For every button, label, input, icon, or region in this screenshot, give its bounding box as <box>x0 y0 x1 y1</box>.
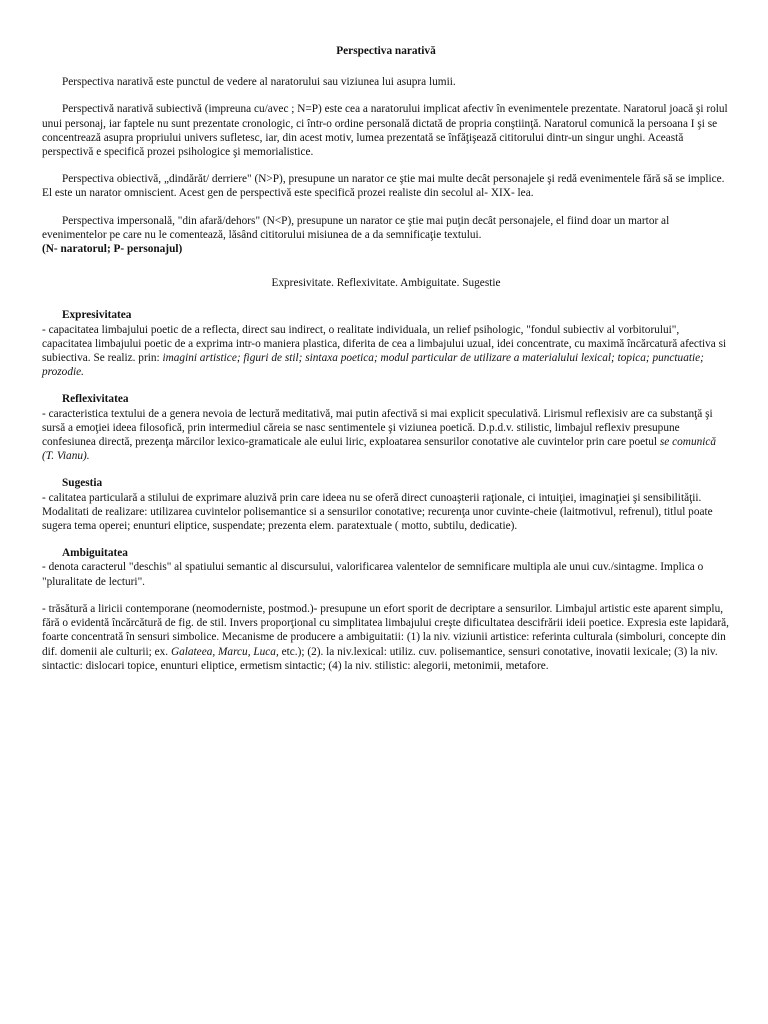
paragraph-impersonal: Perspectiva impersonală, "din afară/dehors" (N<P), presupune un narator ce ştie mai puţin decât personajele, el fiind doar un martor al evenimentelor pe care nu le comentează, lăsând cititorului misiunea de a da semnificaţie textului. <box>42 214 670 241</box>
text-sugestia: - calitatea particulară a stilului de exprimare aluzivă prin care ideea nu se oferă direct cunoaşterii raţionale, ci intuiţiei, imaginaţiei şi sensibilităţii. Modalitati de realizare: utilizarea cuvintelor polisemantice si a sensurilor conotative; recurenţa unor cuvinte-cheie (laitmotivul, refrenul), titlul poate sugera tema operei; enunturi eliptice, suspendate; prezenta elem. paratextuale ( motto, subtilu, dedicatie). <box>42 491 713 533</box>
text-ambiguitatea-mechanisms-a: - trăsătură a liricii contemporane (neomoderniste, postmod.)- presupune un efort sporit de decriptare a sensurilor. Limbajul artistic este aparent simplu, fără o evidentă încărcătură de fig. de stil. Invers proporţional cu simplitatea limbajului creşte dificultatea descifrării ideii poetice. Expresia este lapidară, foarte concentrată în sensuri simbolice. Mecanisme de producere a ambiguitatii: (1) la niv. viziunii artistice: referinta culturala (simboluri, concepte din dif. domenii ale culturii; ex. <box>42 602 729 658</box>
text-ambiguitatea-mechanisms-b: etc.); (2). la niv.lexical: utiliz. cuv. polisemantice, sensuri conotative, inovatii lexicale; (3) la niv. sintactic: dislocari topice, enunturi eliptice, ermetism sintactic; (4) la niv. stilistic: alegorii, metonimii, metafore. <box>42 645 718 672</box>
text-expresivitatea <box>42 323 730 380</box>
document-title: Perspectiva narativă <box>336 45 436 57</box>
text-reflexivitatea-plain: - caracteristica textului de a genera nevoia de lectură meditativă, mai putin afectivă si mai explicit speculativă. Lirismul reflexisiv are ca substanţă şi sursă a emoţiei ideea filosofică, prin intermediul căreia se nasc sentimentele şi viziunea poetică. D.p.d.v. stilistic, limbajul reflexiv presupune confesiunea directă, prezenţa mărcilor lexico-gramaticale ale eului liric, exploatarea sensurilor conotative ale cuvintelor prin care poetul <box>42 407 713 449</box>
text-ambiguitatea-examples: Galateea, Marcu, Luca, <box>170 645 279 658</box>
heading-ambiguitatea: Ambiguitatea <box>62 547 128 560</box>
section-subtitle: Expresivitate. Reflexivitate. Ambiguitate. Sugestie <box>271 277 501 290</box>
text-expresivitatea-italic: imagini artistice; figuri de stil; sintaxa poetica; modul particular de utilizare a materialului lexical; topica; punctuatie; prozodie. <box>42 352 704 379</box>
heading-sugestia: Sugestia <box>62 477 103 490</box>
text-reflexivitatea-italic: se comunică (T. Vianu). <box>42 436 717 463</box>
text-expresivitatea-plain: - capacitatea limbajului poetic de a reflecta, direct sau indirect, o realitate individuala, un relief psihologic, "fondul subiectiv al vorbitorului", capacitatea limbajului poetic de a exprima intr-o maniera plastica, diferita de cea a limbajului uzual, idei concentrate, cu maximă încărcatură afectiva si subiectiva. Se realiz. prin: <box>42 323 727 365</box>
text-ambiguitatea-mechanisms <box>42 602 730 673</box>
paragraph-subjective: Perspectivă narativă subiectivă (impreuna cu/avec ; N=P) este cea a naratorului implicat afectiv în evenimentele prezentate. Naratorul joacă şi rolul unui personaj, iar faptele nu sunt prezentate cronologic, ci într-o ordine personală dictată de propria conştiinţă. Naratorul comunică la persoana I şi se concentrează asupra propriului univers sufletesc, iar, din acest motiv, lumea prezentată se înfăţişează cititorului dintr-un singur unghi. Această perspectivă e specifică prozei psihologice şi memorialistice. <box>42 103 728 159</box>
paragraph-objective: Perspectiva obiectivă, „dindărăt/ derriere" (N>P), presupune un narator ce ştie mai multe decât personajele şi redă evenimentele fără să se implice. El este un narator omniscient. Acest gen de perspectivă este specifică prozei realiste din secolul al- XIX- lea. <box>42 173 725 200</box>
text-reflexivitatea <box>42 407 730 464</box>
heading-reflexivitatea: Reflexivitatea <box>62 393 129 406</box>
legend-note: (N- naratorul; P- personajul) <box>42 243 183 256</box>
heading-expresivitatea: Expresivitatea <box>62 309 132 322</box>
paragraph-definition: Perspectiva narativă este punctul de vedere al naratorului sau viziunea lui asupra lumii. <box>62 76 456 89</box>
text-ambiguitatea: - denota caracterul "deschis" al spatiului semantic al discursului, valorificarea valentelor de semnificare multipla ale unui cuv./sintagme. Implica o "pluralitate de lecturi". <box>42 561 704 588</box>
document-page <box>42 44 730 673</box>
